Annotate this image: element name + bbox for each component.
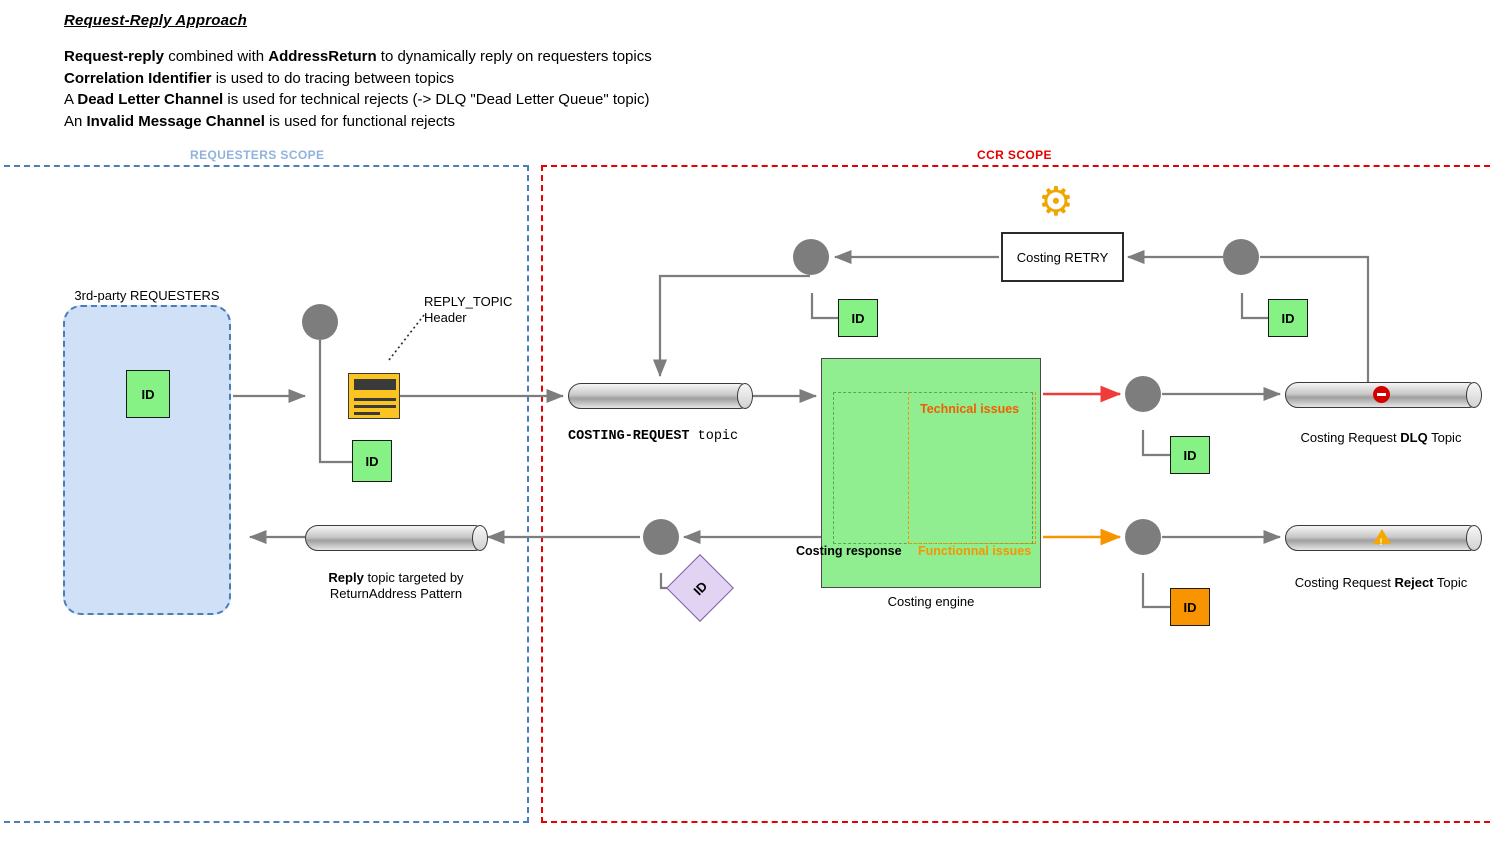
desc-line-2: Correlation Identifier is used to do tracing between topics (64, 69, 455, 87)
requester-id-box: ID (126, 370, 170, 418)
reject-topic-label: Costing Request Reject Topic (1294, 575, 1468, 590)
message-envelope-icon (348, 373, 400, 419)
desc-line-3: A Dead Letter Channel is used for technical rejects (-> DLQ "Dead Letter Queue" topic) (64, 91, 650, 108)
warning-icon-glyph: ! (1379, 537, 1383, 547)
junction-circle-retry-left (793, 239, 829, 275)
header-description (64, 46, 652, 132)
ccr-scope-label: CCR SCOPE (977, 148, 1052, 162)
costing-request-topic (568, 383, 752, 409)
junction-circle-response (643, 519, 679, 555)
requesters-group-box (63, 305, 231, 615)
costing-request-topic-suffix: topic (689, 429, 739, 444)
costing-request-topic-name: COSTING-REQUEST (568, 429, 690, 444)
reply-topic-label: Reply topic targeted by ReturnAddress Pattern (328, 570, 464, 601)
desc-line-2-strong: Correlation Identifier (64, 69, 212, 87)
desc-line-4: An Invalid Message Channel is used for functional rejects (64, 112, 455, 130)
stop-icon (1373, 386, 1390, 403)
requester-correlation-id-box: ID (352, 440, 392, 482)
retry-left-id-box: ID (838, 299, 878, 337)
reply-topic-header-line1: REPLY_TOPIC (424, 294, 513, 309)
technical-issues-label: Technical issues (920, 402, 1020, 416)
page-title: Request-Reply Approach (64, 12, 248, 29)
correlation-id-diamond-label: ID (690, 578, 710, 598)
reject-id-box: ID (1170, 588, 1210, 626)
costing-retry-box: Costing RETRY (1001, 232, 1124, 282)
junction-circle-dlq (1125, 376, 1161, 412)
desc-line-1-strong-2: AddressReturn (268, 48, 377, 65)
desc-line-3-strong: Dead Letter Channel (77, 91, 224, 108)
desc-line-4-strong: Invalid Message Channel (86, 112, 265, 130)
reply-topic (305, 525, 487, 551)
reply-topic-header-line2: Header (424, 310, 467, 325)
requesters-caption: 3rd-party REQUESTERS (74, 288, 220, 303)
costing-request-topic-label (568, 427, 738, 445)
dlq-id-box: ID (1170, 436, 1210, 474)
desc-line-1-strong-1: Request-reply (64, 48, 165, 65)
reply-topic-header-label (424, 294, 512, 326)
dlq-topic-label: Costing Request DLQ Topic (1300, 430, 1462, 445)
junction-circle-retry-right (1223, 239, 1259, 275)
requesters-scope-label: REQUESTERS SCOPE (190, 148, 325, 162)
retry-right-id-box: ID (1268, 299, 1308, 337)
desc-line-1: Request-reply combined with AddressReturn to dynamically reply on requesters topics (64, 48, 652, 65)
junction-circle-reject (1125, 519, 1161, 555)
costing-engine-caption: Costing engine (887, 594, 975, 609)
correlation-id-diamond-label-wrap (676, 564, 724, 612)
junction-circle-requester (302, 304, 338, 340)
functional-issues-label: Functionnal issues (918, 544, 1032, 558)
gear-icon: ⚙ (1038, 180, 1074, 224)
costing-response-label: Costing response (796, 544, 902, 558)
